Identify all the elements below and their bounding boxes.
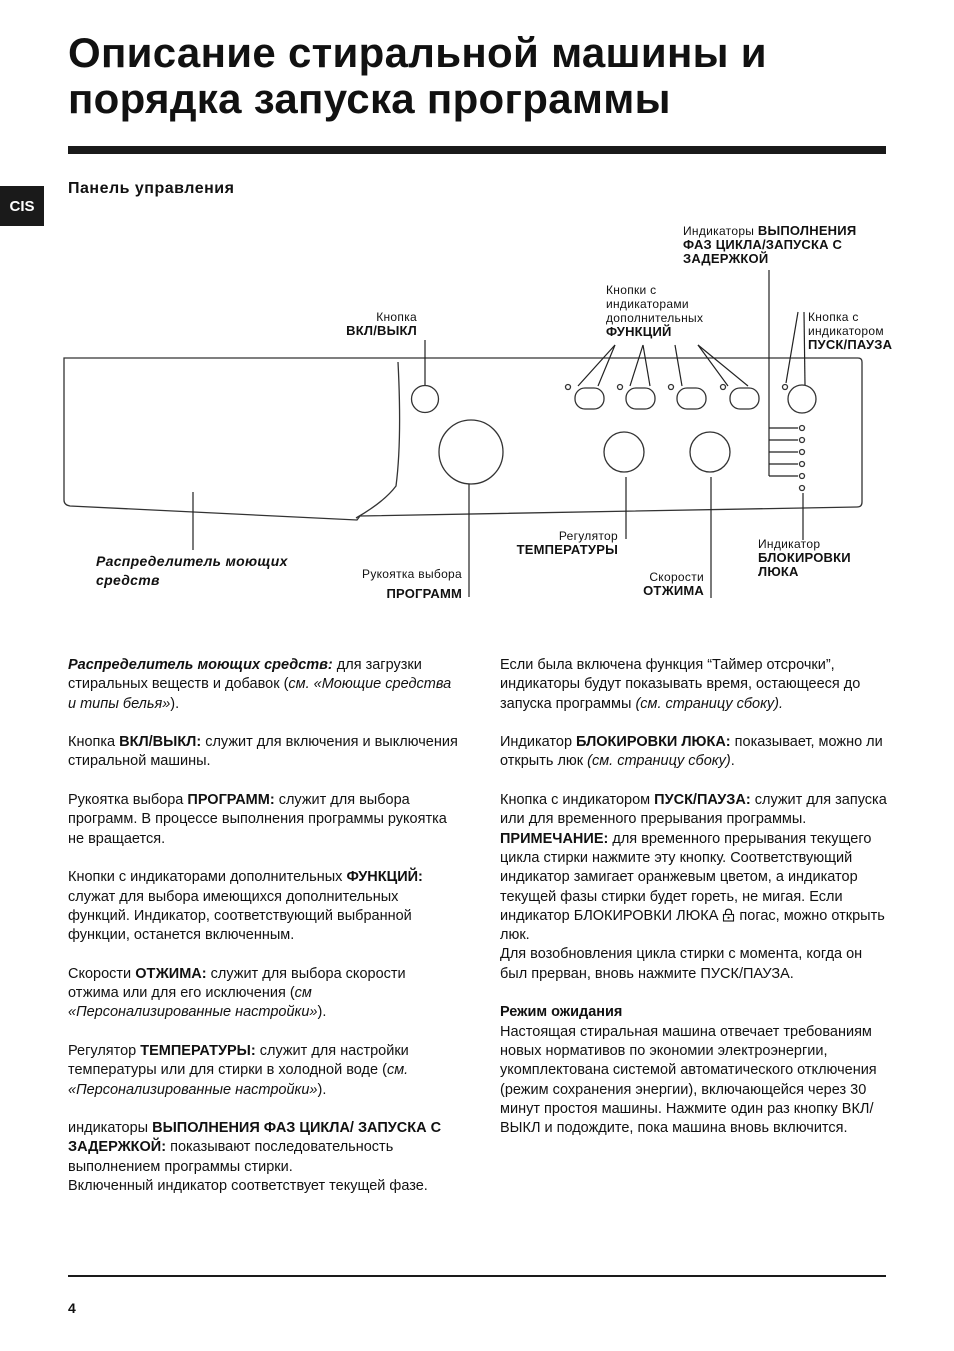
function-button-3 [677,388,706,409]
temperature-knob [604,432,644,472]
paragraph-onoff: Кнопка ВКЛ/ВЫКЛ: служит для включения и выключения стиральной машины. [68,734,458,770]
right-column [500,656,890,1158]
label-dispenser: Распределитель моющих средств [96,553,288,588]
program-knob [439,420,503,484]
footer-rule [68,1275,886,1277]
label-phase-indicators: Индикаторы ВЫПОЛНЕНИЯ ФАЗ ЦИКЛА/ЗАПУСКА С ЗАДЕРЖКОЙ [683,223,857,266]
function-button-4 [730,388,759,409]
onoff-button [412,386,439,413]
paragraph-spin: Скорости ОТЖИМА: служит для выбора скорости отжима или для его исключения (см «Персонализированные настройки»). [68,965,406,1021]
paragraph-standby: Настоящая стиральная машина отвечает требованиям новых нормативов по экономии электроэнергии, укомплектована системой автоматического отключения (режим сохранения энергии), включающейся через 30 минут простоя машины. Нажмите один раз кнопку ВКЛ/ВЫКЛ и подождите, пока машина вновь включится. [500,1023,877,1137]
paragraph-phase-indicators: индикаторы ВЫПОЛНЕНИЯ ФАЗ ЦИКЛА/ ЗАПУСКА С ЗАДЕРЖКОЙ: показывают последовательность выполнением программы стирки. [68,1120,442,1175]
label-function-buttons: Кнопки с индикаторами дополнительных ФУНКЦИЙ [606,283,704,339]
label-door-lock: Индикатор БЛОКИРОВКИ ЛЮКА [758,537,851,579]
paragraph-delay-timer: Если была включена функция “Таймер отсрочки”, индикаторы будут показывать время, остающееся до запуска программы (см. страницу сбоку). [500,657,861,712]
paragraph-current-phase: Включенный индикатор соответствует текущей фазе. [68,1178,428,1195]
function-button-2 [626,388,655,409]
label-onoff: Кнопка ВКЛ/ВЫКЛ [346,310,417,338]
spin-knob [690,432,730,472]
paragraph-resume: Для возобновления цикла стирки с момента, когда он был прерван, вновь нажмите ПУСК/ПАУЗА. [500,946,863,982]
paragraph-door-lock: Индикатор БЛОКИРОВКИ ЛЮКА: показывает, можно ли открыть люк (см. страницу сбоку). [500,734,883,770]
label-spin: Скорости ОТЖИМА [643,570,704,598]
page-title: Описание стиральной машины и порядка запуска программы [68,29,767,122]
paragraph-functions: Кнопки с индикаторами дополнительных ФУНКЦИЙ: служат для выбора имеющихся дополнительных функций. Индикатор, соответствующий выбранной функции, останется включенным. [68,869,423,944]
paragraph-start-pause: Кнопка с индикатором ПУСК/ПАУЗА: служит для запуска или для временного прерывания программы. [500,792,887,828]
left-column [68,656,458,1216]
language-tab: CIS [0,186,44,226]
panel-outline [64,358,862,520]
start-pause-button [788,385,816,413]
standby-title: Режим ожидания [500,1004,623,1021]
label-temperature: Регулятор ТЕМПЕРАТУРЫ [516,529,618,557]
label-start-pause: Кнопка с индикатором ПУСК/ПАУЗА [808,310,893,352]
paragraph-program: Рукоятка выбора ПРОГРАММ: служит для выбора программ. В процессе выполнения программы рукоятка не вращается. [68,792,447,847]
function-button-1 [575,388,604,409]
section-title: Панель управления [68,180,235,197]
dispenser-edge [356,362,400,518]
label-program: Рукоятка выбора ПРОГРАММ [362,567,462,601]
paragraph-dispenser: Распределитель моющих средств: для загрузки стиральных веществ и добавок (см. «Моющие средства и типы белья»). [68,657,452,712]
lock-icon [722,908,735,922]
paragraph-note: ПРИМЕЧАНИЕ: для временного прерывания текущего цикла стирки нажмите эту кнопку. Соответствующий индикатор замигает оранжевым цветом, а индикатор текущей фазы стирки будет гореть, не мигая. Если индикатор БЛОКИРОВКИ ЛЮКА погас, можно открыть люк. [500,830,885,944]
page-number: 4 [68,1300,76,1316]
paragraph-temperature: Регулятор ТЕМПЕРАТУРЫ: служит для настройки температуры или для стирки в холодной воде (см. «Персонализированные настройки»). [68,1042,409,1098]
